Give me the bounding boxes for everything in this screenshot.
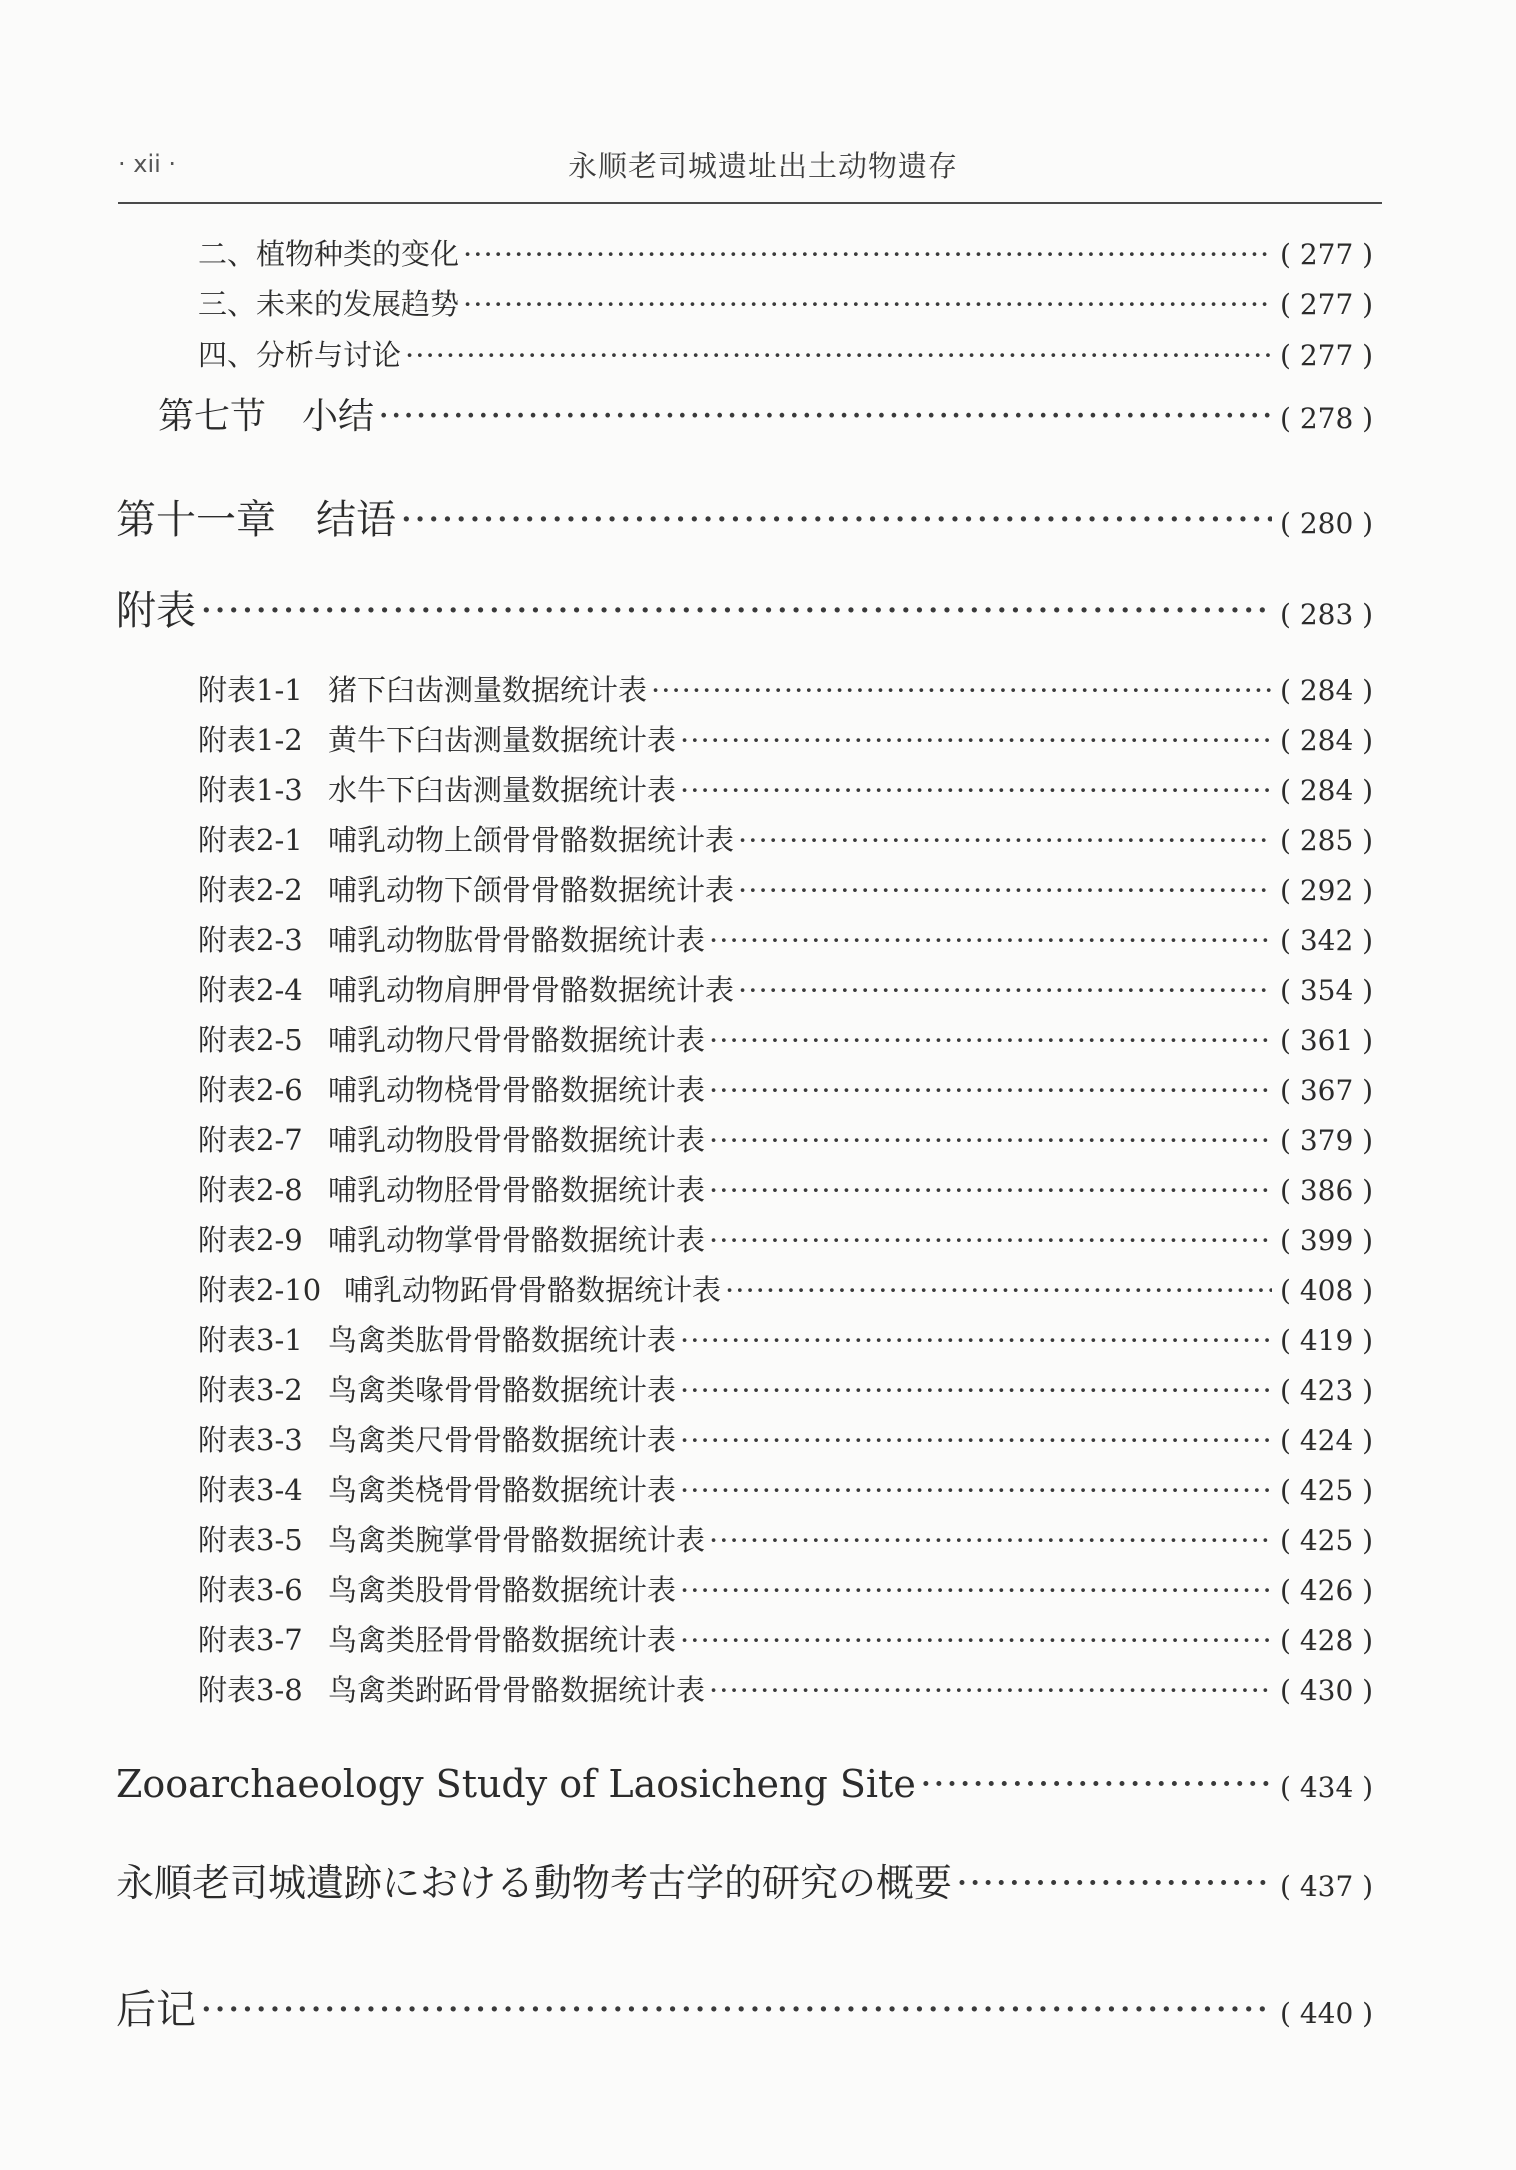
page-number: · xii · — [118, 150, 177, 178]
table-title: 鸟禽类肱骨骨骼数据统计表 — [328, 1323, 677, 1357]
dot-leader — [200, 1987, 1272, 2033]
toc-entry-page: ( 367 ) — [1280, 1074, 1374, 1107]
toc-entry-page: ( 277 ) — [1280, 288, 1374, 321]
table-code: 附表3-6 — [198, 1573, 303, 1607]
table-code: 附表2-3 — [198, 923, 303, 957]
table-code: 附表3-3 — [198, 1423, 303, 1457]
toc-entry-table[interactable] — [198, 1618, 1374, 1659]
toc-entry-english-abstract[interactable] — [116, 1762, 1374, 1806]
table-title: 鸟禽类桡骨骨骼数据统计表 — [328, 1473, 677, 1507]
dot-leader — [709, 1123, 1272, 1157]
toc-entry-table[interactable] — [198, 1518, 1374, 1559]
table-title: 哺乳动物桡骨骨骼数据统计表 — [328, 1073, 706, 1107]
toc-entry-table[interactable] — [198, 918, 1374, 959]
page-header — [118, 150, 1382, 204]
toc-entry-japanese-abstract[interactable] — [116, 1852, 1374, 1907]
toc-entry-table[interactable] — [198, 1168, 1374, 1209]
toc-entry-page: ( 379 ) — [1280, 1124, 1374, 1157]
table-title: 鸟禽类胫骨骨骼数据统计表 — [328, 1623, 677, 1657]
toc-entry-page: ( 428 ) — [1280, 1624, 1374, 1657]
toc-entry-page: ( 354 ) — [1280, 974, 1374, 1007]
dot-leader — [709, 1023, 1272, 1057]
toc-entry-page: ( 342 ) — [1280, 924, 1374, 957]
toc-entry-appendix[interactable] — [116, 579, 1374, 636]
table-title: 哺乳动物肱骨骨骼数据统计表 — [328, 923, 706, 957]
dot-leader — [200, 588, 1272, 634]
toc-entry-table[interactable] — [198, 1418, 1374, 1459]
toc-entry-page: ( 277 ) — [1280, 339, 1374, 372]
dot-leader — [378, 396, 1272, 437]
dot-leader — [680, 1573, 1272, 1607]
table-title: 哺乳动物下颌骨骨骼数据统计表 — [328, 873, 735, 907]
table-title: 黄牛下臼齿测量数据统计表 — [328, 723, 677, 757]
toc-entry-table[interactable] — [198, 1468, 1374, 1509]
running-title: 永顺老司城遗址出土动物遗存 — [568, 149, 959, 183]
table-code: 附表2-4 — [198, 973, 303, 1007]
dot-leader — [463, 287, 1272, 321]
toc-entry-table[interactable] — [198, 1218, 1374, 1259]
table-title: 哺乳动物上颌骨骨骼数据统计表 — [328, 823, 735, 857]
table-code: 附表2-2 — [198, 873, 303, 907]
toc-entry-page: ( 425 ) — [1280, 1474, 1374, 1507]
toc-entry-label: 附表 — [116, 588, 196, 634]
toc-entry-label: Zooarchaeology Study of Laosicheng Site — [116, 1762, 916, 1806]
toc-entry-page: ( 285 ) — [1280, 824, 1374, 857]
table-title: 鸟禽类尺骨骨骼数据统计表 — [328, 1423, 677, 1457]
table-title: 水牛下臼齿测量数据统计表 — [328, 773, 677, 807]
toc-entry-subsection[interactable] — [198, 282, 1374, 323]
toc-entry-page: ( 399 ) — [1280, 1224, 1374, 1257]
dot-leader — [920, 1762, 1272, 1806]
toc-entry-table[interactable] — [198, 1368, 1374, 1409]
dot-leader — [709, 1223, 1272, 1257]
dot-leader — [709, 1523, 1272, 1557]
dot-leader — [709, 1673, 1272, 1707]
toc-entry-page: ( 437 ) — [1280, 1870, 1374, 1903]
toc-entry-table[interactable] — [198, 868, 1374, 909]
toc-entry-page: ( 284 ) — [1280, 724, 1374, 757]
toc-entry-page: ( 424 ) — [1280, 1424, 1374, 1457]
toc-entry-table[interactable] — [198, 968, 1374, 1009]
toc-entry-table[interactable] — [198, 818, 1374, 859]
dot-leader — [738, 823, 1272, 857]
dot-leader — [400, 497, 1272, 543]
dot-leader — [680, 723, 1272, 757]
table-title: 鸟禽类腕掌骨骨骼数据统计表 — [328, 1523, 706, 1557]
table-code: 附表1-1 — [198, 673, 303, 707]
toc-entry-page: ( 426 ) — [1280, 1574, 1374, 1607]
table-code: 附表2-8 — [198, 1173, 303, 1207]
dot-leader — [709, 923, 1272, 957]
toc-entry-page: ( 280 ) — [1280, 507, 1374, 540]
toc-entry-page: ( 423 ) — [1280, 1374, 1374, 1407]
toc-entry-label: 第十一章 结语 — [116, 497, 396, 543]
toc-entry-label: 二、植物种类的变化 — [198, 237, 460, 271]
table-code: 附表3-7 — [198, 1623, 303, 1657]
toc-entry-page: ( 430 ) — [1280, 1674, 1374, 1707]
dot-leader — [680, 1473, 1272, 1507]
toc-entry-label: 后记 — [116, 1987, 196, 2033]
dot-leader — [680, 1423, 1272, 1457]
table-title: 哺乳动物肩胛骨骨骼数据统计表 — [328, 973, 735, 1007]
table-code: 附表2-9 — [198, 1223, 303, 1257]
dot-leader — [463, 237, 1272, 271]
toc-entry-page: ( 278 ) — [1280, 402, 1374, 435]
toc-entry-subsection[interactable] — [198, 333, 1374, 374]
dot-leader — [680, 1373, 1272, 1407]
toc-entry-table[interactable] — [198, 1068, 1374, 1109]
table-code: 附表2-5 — [198, 1023, 303, 1057]
dot-leader — [738, 873, 1272, 907]
table-code: 附表2-7 — [198, 1123, 303, 1157]
table-title: 哺乳动物股骨骨骼数据统计表 — [328, 1123, 706, 1157]
toc-entry-subsection[interactable] — [198, 232, 1374, 273]
toc-entry-chapter[interactable] — [116, 488, 1374, 545]
toc-entry-page: ( 292 ) — [1280, 874, 1374, 907]
toc-entry-page: ( 386 ) — [1280, 1174, 1374, 1207]
toc-entry-page: ( 440 ) — [1280, 1997, 1374, 2030]
dot-leader — [651, 673, 1272, 707]
toc-entry-label: 三、未来的发展趋势 — [198, 287, 460, 321]
toc-entry-label: 永順老司城遺跡における動物考古学的研究の概要 — [116, 1861, 953, 1905]
dot-leader — [956, 1861, 1272, 1905]
table-code: 附表3-8 — [198, 1673, 303, 1707]
dot-leader — [738, 973, 1272, 1007]
dot-leader — [680, 1323, 1272, 1357]
toc-entry-label: 第七节 小结 — [158, 396, 375, 437]
toc-entry-page: ( 284 ) — [1280, 674, 1374, 707]
table-title: 鸟禽类喙骨骨骼数据统计表 — [328, 1373, 677, 1407]
table-code: 附表3-4 — [198, 1473, 303, 1507]
dot-leader — [709, 1073, 1272, 1107]
toc-entry-table[interactable] — [198, 718, 1374, 759]
table-title: 哺乳动物跖骨骨骼数据统计表 — [344, 1273, 722, 1307]
table-code: 附表3-1 — [198, 1323, 303, 1357]
table-title: 鸟禽类股骨骨骼数据统计表 — [328, 1573, 677, 1607]
table-title: 猪下臼齿测量数据统计表 — [328, 673, 648, 707]
table-title: 哺乳动物胫骨骨骼数据统计表 — [328, 1173, 706, 1207]
toc-entry-table[interactable] — [198, 1118, 1374, 1159]
toc-entry-section[interactable] — [158, 388, 1374, 439]
table-code: 附表3-5 — [198, 1523, 303, 1557]
table-code: 附表2-6 — [198, 1073, 303, 1107]
dot-leader — [680, 773, 1272, 807]
table-code: 附表2-1 — [198, 823, 303, 857]
dot-leader — [709, 1173, 1272, 1207]
toc-entry-page: ( 361 ) — [1280, 1024, 1374, 1057]
toc-entry-label: 四、分析与讨论 — [198, 338, 402, 372]
table-title: 哺乳动物尺骨骨骼数据统计表 — [328, 1023, 706, 1057]
toc-entry-table[interactable] — [198, 1318, 1374, 1359]
toc-entry-table[interactable] — [198, 768, 1374, 809]
dot-leader — [405, 338, 1272, 372]
toc-entry-table[interactable] — [198, 1668, 1374, 1709]
toc-entry-page: ( 408 ) — [1280, 1274, 1374, 1307]
dot-leader — [680, 1623, 1272, 1657]
dot-leader — [725, 1273, 1272, 1307]
table-title: 鸟禽类跗跖骨骨骼数据统计表 — [328, 1673, 706, 1707]
toc-entry-table[interactable] — [198, 668, 1374, 709]
toc-entry-page: ( 419 ) — [1280, 1324, 1374, 1357]
toc-entry-page: ( 284 ) — [1280, 774, 1374, 807]
toc-entry-table[interactable] — [198, 1568, 1374, 1609]
table-code: 附表1-3 — [198, 773, 303, 807]
toc-entry-table[interactable] — [198, 1268, 1374, 1309]
table-code: 附表1-2 — [198, 723, 303, 757]
toc-entry-postscript[interactable] — [116, 1978, 1374, 2035]
toc-entry-page: ( 434 ) — [1280, 1771, 1374, 1804]
table-code: 附表2-10 — [198, 1273, 322, 1307]
toc-entry-page: ( 425 ) — [1280, 1524, 1374, 1557]
toc-entry-table[interactable] — [198, 1018, 1374, 1059]
toc-entry-page: ( 277 ) — [1280, 238, 1374, 271]
table-code: 附表3-2 — [198, 1373, 303, 1407]
table-title: 哺乳动物掌骨骨骼数据统计表 — [328, 1223, 706, 1257]
toc-entry-page: ( 283 ) — [1280, 598, 1374, 631]
